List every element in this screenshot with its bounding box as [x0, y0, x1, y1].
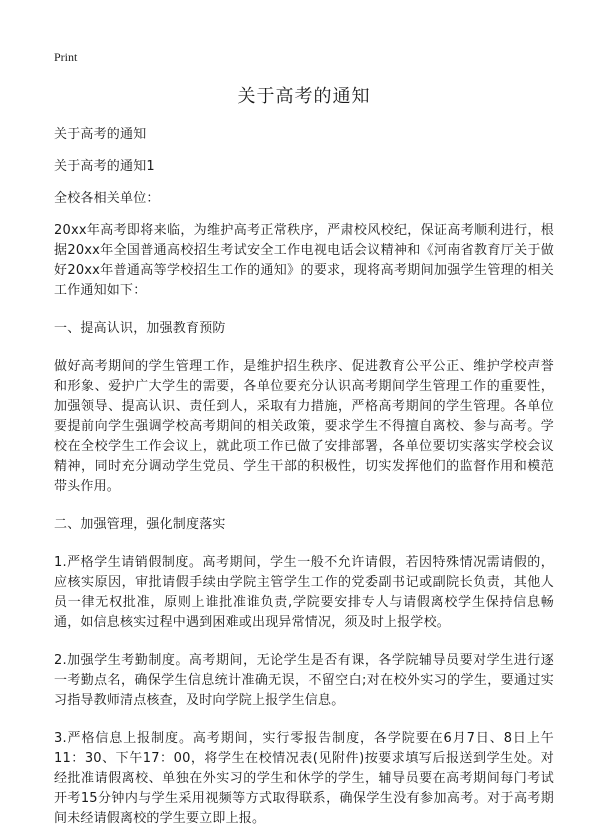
document-subtitle: 关于高考的通知: [54, 127, 147, 142]
document-subtitle-numbered: 关于高考的通知1: [54, 159, 155, 174]
print-link[interactable]: Print: [54, 50, 78, 64]
salutation: 全校各相关单位：: [54, 191, 160, 206]
item-1-paragraph: 1.严格学生请销假制度。高考期间，学生一般不允许请假，若因特殊情况需请假的，应核实原因，审批请假手续由学院主管学生工作的党委副书记或副院长负责，其他人员一律无权批准，原则上谁批准谁负责,学院要安排专人与请假离校学生保持信息畅通，如信息核实过程中遇到困难或出现异常情况，须及时上报学校。: [54, 555, 554, 630]
document-title: 关于高考的通知: [237, 86, 371, 107]
section-1-heading: 一、提高认识，加强教育预防: [54, 321, 226, 336]
intro-paragraph: 20xx年高考即将来临，为维护高考正常秩序，严肃校风校纪，保证高考顺利进行，根据20xx年全国普通高校招生考试安全工作电视电话会议精神和《河南省教育厅关于做好20xx年普通高等学校招生工作的通知》的要求，现将高考期间加强学生管理的相关工作通知如下：: [54, 223, 554, 298]
section-1-body: 做好高考期间的学生管理工作，是维护招生秩序、促进教育公平公正、维护学校声誉和形象、爱护广大学生的需要，各单位要充分认识高考期间学生管理工作的重要性，加强领导、提高认识、责任到人，采取有力措施，严格高考期间的学生管理。各单位要提前向学生强调学校高考期间的相关政策，要求学生不得擅自离校、参与高考。学校在全校学生工作会议上，就此项工作已做了安排部署，各单位要切实落实学校会议精神，同时充分调动学生党员、学生干部的积极性，切实发挥他们的监督作用和模范带头作用。: [54, 359, 554, 494]
section-2-heading: 二、加强管理，强化制度落实: [54, 517, 226, 532]
item-3-paragraph: 3.严格信息上报制度。高考期间，实行零报告制度，各学院要在6月7日、8日上午11：30、下午17：00，将学生在校情况表(见附件)按要求填写后报送到学生处。对经批准请假离校、单独在外实习的学生和休学的学生，辅导员要在高考期间每门考试开考15分钟内与学生采用视频等方式取得联系，确保学生没有参加高考。对于高考期间未经请假离校的学生要立即上报。: [54, 731, 554, 826]
item-2-paragraph: 2.加强学生考勤制度。高考期间，无论学生是否有课，各学院辅导员要对学生进行逐一考勤点名，确保学生信息统计准确无误，不留空白;对在校外实习的学生，要通过实习指导教师清点核查，及时向学院上报学生信息。: [54, 653, 554, 708]
